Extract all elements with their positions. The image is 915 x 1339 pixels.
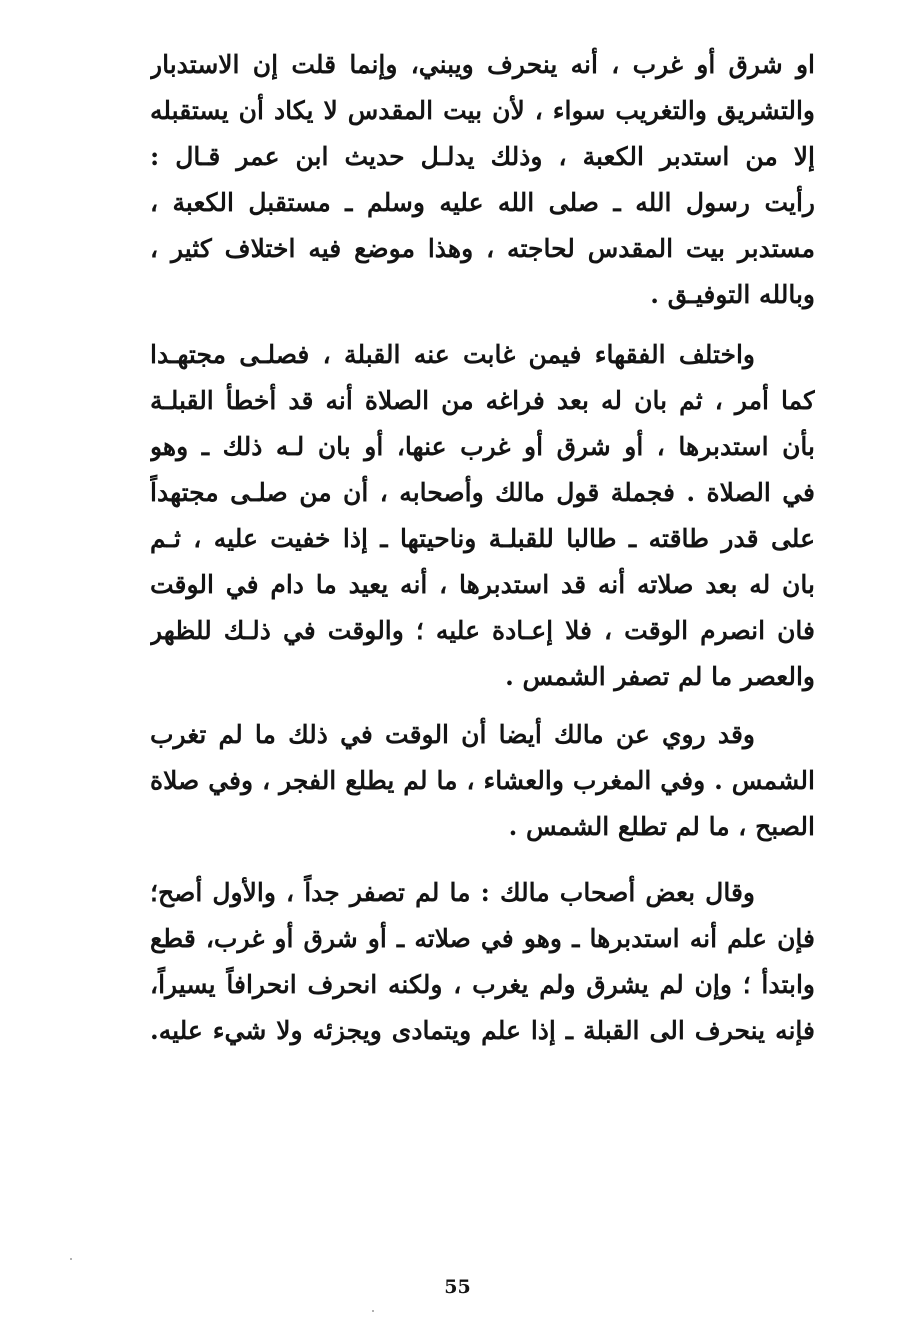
text-line: فان انصرم الوقت ، فلا إعـادة عليه ؛ والوقت في ذلـك للظهر <box>150 616 815 645</box>
text-line: فإنه ينحرف الى القبلة ـ إذا علم ويتمادى ويجزئه ولا شيء عليه. <box>150 1016 815 1045</box>
text-line: فإن علم أنه استدبرها ـ وهو في صلاته ـ أو شرق أو غرب، قطع <box>150 924 815 953</box>
scan-speck <box>372 1310 374 1312</box>
text-line: في الصلاة . فجملة قول مالك وأصحابه ، أن من صلـى مجتهداً <box>150 478 815 507</box>
scan-speck <box>70 1258 72 1260</box>
paragraph-3 <box>150 712 815 850</box>
text-line: على قدر طاقته ـ طالبا للقبلـة وناحيتها ـ إذا خفيت عليه ، ثـم <box>150 524 815 553</box>
text-line: او شرق أو غرب ، أنه ينحرف ويبني، وإنما قلت إن الاستدبار <box>150 50 815 79</box>
text-line: والعصر ما لم تصفر الشمس . <box>505 662 815 691</box>
text-line: كما أمر ، ثم بان له بعد فراغه من الصلاة أنه قد أخطأ القبلـة <box>150 386 815 415</box>
text-line: وقال بعض أصحاب مالك : ما لم تصفر جداً ، والأول أصح؛ <box>150 878 755 907</box>
paragraph-4 <box>150 870 815 1054</box>
text-line: الشمس . وفي المغرب والعشاء ، ما لم يطلع الفجر ، وفي صلاة <box>150 766 815 795</box>
paragraph-1 <box>150 42 815 318</box>
text-line: إلا من استدبر الكعبة ، وذلك يدلـل حديث ابن عمر قـال : <box>150 142 815 171</box>
text-line: رأيت رسول الله ـ صلى الله عليه وسلم ـ مستقبل الكعبة ، <box>150 188 815 217</box>
text-line: وقد روي عن مالك أيضا أن الوقت في ذلك ما لم تغرب <box>150 720 755 749</box>
text-line: الصبح ، ما لم تطلع الشمس . <box>508 812 815 841</box>
text-line: والتشريق والتغريب سواء ، لأن بيت المقدس لا يكاد أن يستقبله <box>150 96 815 125</box>
text-line: بان له بعد صلاته أنه قد استدبرها ، أنه يعيد ما دام في الوقت <box>150 570 815 599</box>
text-line: واختلف الفقهاء فيمن غابت عنه القبلة ، فصلـى مجتهـدا <box>150 340 755 369</box>
text-line: وابتدأ ؛ وإن لم يشرق ولم يغرب ، ولكنه انحرف انحرافاً يسيراً، <box>150 970 815 999</box>
page-number: 55 <box>444 1276 471 1298</box>
text-line: وبالله التوفيـق . <box>650 280 815 309</box>
text-line: مستدبر بيت المقدس لحاجته ، وهذا موضع فيه اختلاف كثير ، <box>150 234 815 263</box>
paragraph-2 <box>150 332 815 700</box>
text-line: بأن استدبرها ، أو شرق أو غرب عنها، أو بان لـه ذلك ـ وهو <box>150 432 815 461</box>
